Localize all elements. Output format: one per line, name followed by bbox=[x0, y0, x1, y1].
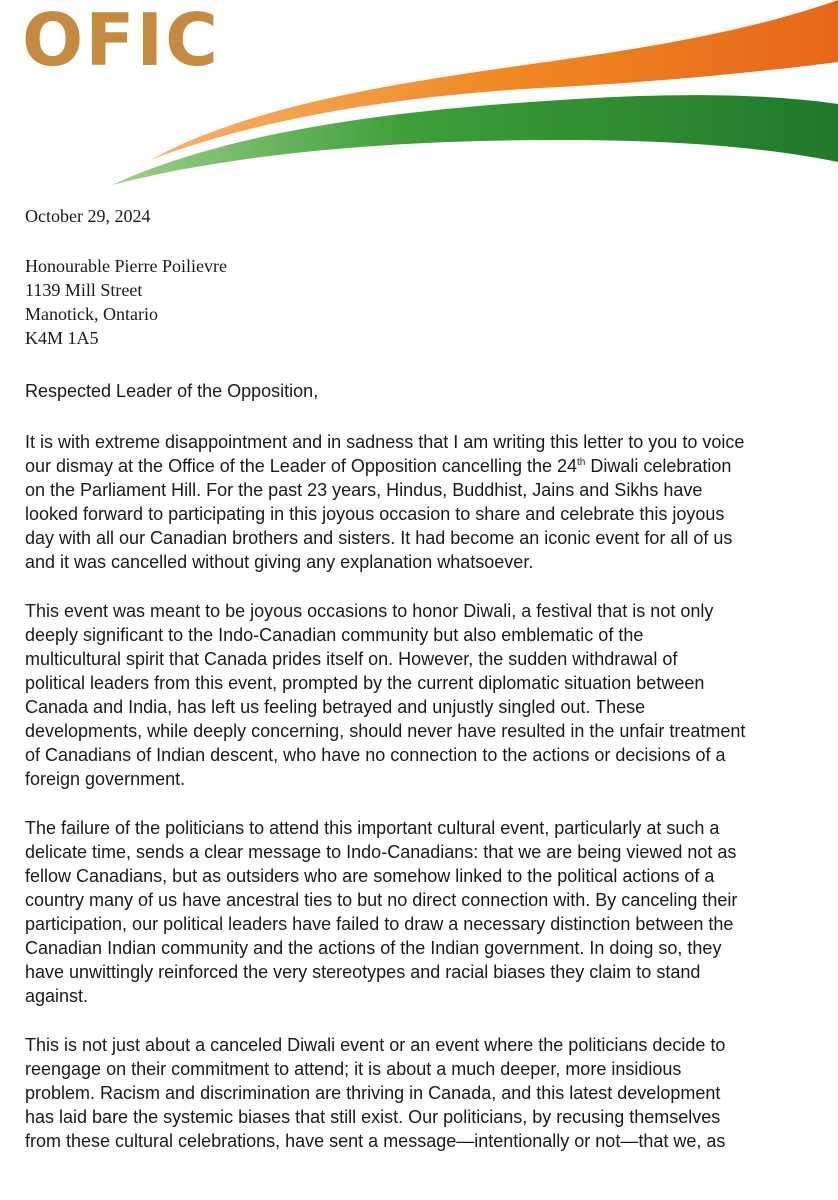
paragraph-4 bbox=[25, 1033, 825, 1153]
paragraph-line bbox=[25, 454, 825, 478]
recipient-city: Manotick, Ontario bbox=[25, 304, 158, 324]
paragraph-line: participation, our political leaders have failed to draw a necessary distinction between the bbox=[25, 914, 734, 934]
paragraph-line: problem. Racism and discrimination are thriving in Canada, and this latest development bbox=[25, 1083, 721, 1103]
salutation: Respected Leader of the Opposition, bbox=[25, 381, 319, 401]
paragraph-3 bbox=[25, 816, 825, 1008]
paragraph-line: has laid bare the systemic biases that still exist. Our politicians, by recusing themselves bbox=[25, 1107, 721, 1127]
paragraph-line: Canada and India, has left us feeling betrayed and unjustly singled out. These bbox=[25, 697, 646, 717]
letterhead bbox=[0, 0, 838, 200]
paragraph-line: and it was cancelled without giving any explanation whatsoever. bbox=[25, 552, 534, 572]
paragraph-line: day with all our Canadian brothers and sisters. It had become an iconic event for all of us bbox=[25, 528, 733, 548]
ofic-logo: OFIC bbox=[22, 0, 221, 82]
paragraph-line: political leaders from this event, prompted by the current diplomatic situation between bbox=[25, 673, 705, 693]
paragraph-line: of Canadians of Indian descent, who have no connection to the actions or decisions of a bbox=[25, 745, 726, 765]
paragraph-line: This event was meant to be joyous occasions to honor Diwali, a festival that is not only bbox=[25, 601, 714, 621]
paragraph-line: multicultural spirit that Canada prides itself on. However, the sudden withdrawal of bbox=[25, 649, 678, 669]
paragraph-line: delicate time, sends a clear message to Indo-Canadians: that we are being viewed not as bbox=[25, 842, 737, 862]
paragraph-line: deeply significant to the Indo-Canadian community but also emblematic of the bbox=[25, 625, 644, 645]
recipient-postal: K4M 1A5 bbox=[25, 328, 99, 348]
paragraph-line: It is with extreme disappointment and in sadness that I am writing this letter to you to voice bbox=[25, 432, 745, 452]
paragraph-line: on the Parliament Hill. For the past 23 years, Hindus, Buddhist, Jains and Sikhs have bbox=[25, 480, 703, 500]
paragraph-2 bbox=[25, 599, 825, 791]
paragraph-line: foreign government. bbox=[25, 769, 186, 789]
paragraph-text: our dismay at the Office of the Leader of Opposition cancelling the 24 bbox=[25, 456, 578, 476]
recipient-address bbox=[25, 254, 227, 350]
paragraph-line: This is not just about a canceled Diwali event or an event where the politicians decide to bbox=[25, 1035, 726, 1055]
ordinal-suffix: th bbox=[577, 457, 586, 468]
paragraph-line: Canadian Indian community and the actions of the Indian government. In doing so, they bbox=[25, 938, 722, 958]
paragraph-line: The failure of the politicians to attend this important cultural event, particularly at such a bbox=[25, 818, 720, 838]
recipient-street: 1139 Mill Street bbox=[25, 280, 143, 300]
paragraph-line: country many of us have ancestral ties to but no direct connection with. By canceling their bbox=[25, 890, 738, 910]
paragraph-line: fellow Canadians, but as outsiders who are somehow linked to the political actions of a bbox=[25, 866, 715, 886]
recipient-name: Honourable Pierre Poilievre bbox=[25, 256, 227, 276]
green-swoosh bbox=[112, 95, 838, 185]
letter-date: October 29, 2024 bbox=[25, 206, 151, 226]
paragraph-line: looked forward to participating in this joyous occasion to share and celebrate this joyous bbox=[25, 504, 725, 524]
paragraph-line: from these cultural celebrations, have sent a message—intentionally or not—that we, as bbox=[25, 1131, 726, 1151]
paragraph-line: reengage on their commitment to attend; it is about a much deeper, more insidious bbox=[25, 1059, 682, 1079]
paragraph-line: have unwittingly reinforced the very stereotypes and racial biases they claim to stand bbox=[25, 962, 701, 982]
paragraph-text: Diwali celebration bbox=[585, 456, 732, 476]
paragraph-line: against. bbox=[25, 986, 89, 1006]
paragraph-line: developments, while deeply concerning, should never have resulted in the unfair treatment bbox=[25, 721, 746, 741]
paragraph-1 bbox=[25, 430, 825, 574]
letter-body bbox=[25, 379, 825, 1178]
